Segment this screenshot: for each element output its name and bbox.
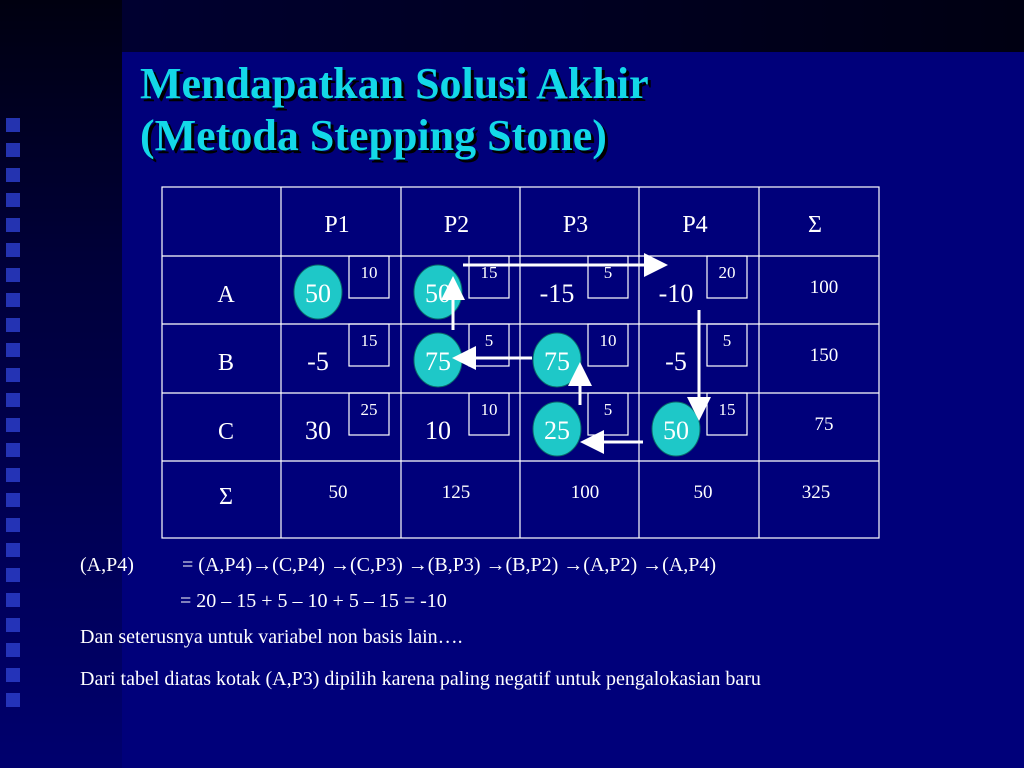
row-label-b: B (217, 350, 235, 376)
cost-value: 15 (480, 263, 498, 282)
cost-value: 5 (722, 331, 732, 350)
header-p4: P4 (682, 212, 708, 238)
allocation-value: -10 (658, 279, 694, 308)
demand-total: 125 (441, 482, 471, 503)
title-line-1: Mendapatkan Solusi Akhir (140, 59, 649, 108)
supply-value: 100 (809, 277, 839, 298)
cost-value: 25 (360, 400, 378, 419)
allocation-value: 30 (305, 416, 331, 445)
cost-value: 5 (603, 263, 613, 282)
allocation-value: 50 (425, 279, 451, 308)
allocation-value: 75 (425, 347, 451, 376)
allocation-value: -15 (539, 279, 575, 308)
allocation-value: 10 (425, 416, 451, 445)
demand-total: 100 (570, 482, 600, 503)
row-label-a: A (217, 282, 235, 308)
allocation-value: -5 (665, 347, 687, 376)
note-continue: Dan seterusnya untuk variabel non basis lain…. (80, 626, 463, 648)
demand-total: 325 (801, 482, 831, 503)
allocation-value: 50 (305, 279, 331, 308)
cost-value: 10 (360, 263, 378, 282)
cost-value: 5 (484, 331, 494, 350)
supply-value: 75 (814, 414, 834, 435)
cost-value: 15 (360, 331, 378, 350)
header-p1: P1 (324, 212, 350, 238)
formula-lhs: (A,P4) (80, 554, 134, 576)
cost-value: 5 (603, 400, 613, 419)
row-label-sum: Σ (219, 484, 233, 510)
row-label-c: C (217, 419, 235, 445)
formula-calc: = 20 – 15 + 5 – 10 + 5 – 15 = -10 (180, 590, 447, 612)
allocation-value: 25 (544, 416, 570, 445)
cost-value: 10 (599, 331, 617, 350)
supply-value: 150 (809, 345, 839, 366)
cost-value: 15 (718, 400, 736, 419)
formula-path: = (A,P4)→(C,P4) →(C,P3) →(B,P3) →(B,P2) →(A,P2) →(A,P4) (182, 554, 717, 576)
header-sum: Σ (808, 212, 822, 238)
note-selection: Dari tabel diatas kotak (A,P3) dipilih karena paling negatif untuk pengalokasian baru (80, 668, 761, 690)
allocation-value: -5 (307, 347, 329, 376)
header-p3: P3 (562, 212, 589, 238)
allocation-value: 50 (663, 416, 689, 445)
header-p2: P2 (443, 212, 470, 238)
cost-value: 20 (718, 263, 736, 282)
title-line-2: (Metoda Stepping Stone) (140, 111, 607, 160)
demand-total: 50 (328, 482, 348, 503)
cost-value: 10 (480, 400, 498, 419)
demand-total: 50 (693, 482, 713, 503)
allocation-value: 75 (544, 347, 570, 376)
